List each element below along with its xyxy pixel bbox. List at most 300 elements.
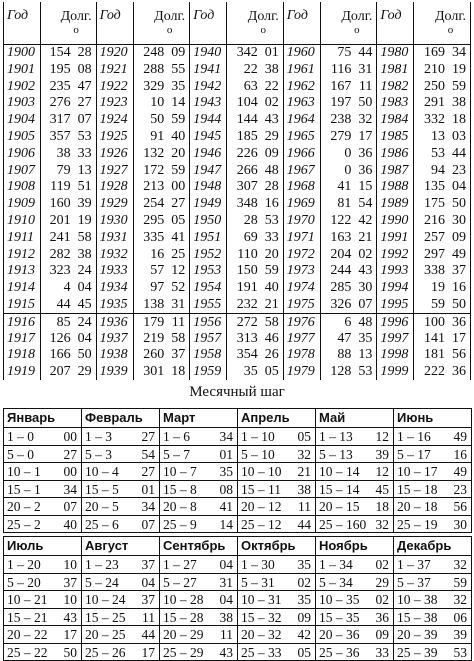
minutes-cell: 51 bbox=[78, 178, 92, 195]
degrees-cell: 257 bbox=[424, 229, 445, 246]
degrees-cell: 19 bbox=[431, 279, 445, 296]
day-degree-value: 5 – 31 bbox=[241, 575, 275, 590]
month-step-cell bbox=[315, 445, 394, 464]
year-longitude-table bbox=[3, 2, 471, 380]
minutes-cell: 04 bbox=[78, 330, 92, 347]
minutes-value: 42 bbox=[298, 626, 312, 643]
degrees-cell: 128 bbox=[330, 363, 351, 380]
degrees-cell: 175 bbox=[424, 195, 445, 212]
day-degree-value: 5 – 27 bbox=[163, 575, 197, 590]
minutes-value: 37 bbox=[64, 574, 78, 591]
day-degree-value: 5 – 10 bbox=[241, 447, 275, 462]
day-degree-value: 5 – 17 bbox=[397, 447, 431, 462]
month-name: Октябрь bbox=[237, 536, 316, 556]
minutes-value: 11 bbox=[220, 626, 233, 643]
minutes-value: 34 bbox=[142, 498, 156, 515]
year-cell: 1985 bbox=[380, 128, 408, 145]
year-row bbox=[377, 128, 470, 145]
minutes-value: 05 bbox=[298, 644, 312, 661]
year-row bbox=[377, 363, 470, 380]
year-cell: 1901 bbox=[7, 61, 35, 78]
degree-mark: о bbox=[61, 26, 92, 34]
degrees-cell: 144 bbox=[237, 111, 258, 128]
month-step-cell bbox=[237, 625, 316, 644]
degrees-cell: 307 bbox=[237, 178, 258, 195]
minutes-cell: 13 bbox=[358, 346, 372, 363]
year-cell: 1993 bbox=[380, 262, 408, 279]
day-degree-value: 20 – 36 bbox=[319, 627, 360, 642]
degrees-cell: 260 bbox=[143, 346, 164, 363]
year-cell: 1965 bbox=[287, 128, 315, 145]
day-degree-value: 10 – 4 bbox=[85, 464, 119, 479]
minutes-cell: 00 bbox=[171, 178, 185, 195]
minutes-value: 44 bbox=[142, 626, 156, 643]
month-step-cell bbox=[315, 643, 394, 661]
day-degree-value: 10 – 7 bbox=[163, 464, 197, 479]
degrees-cell: 216 bbox=[424, 212, 445, 229]
year-cell: 1972 bbox=[287, 246, 315, 263]
year-cell: 1909 bbox=[7, 195, 35, 212]
minutes-value: 00 bbox=[64, 428, 78, 445]
year-group-2 bbox=[97, 2, 191, 380]
year-row bbox=[284, 78, 377, 95]
year-row bbox=[97, 262, 190, 279]
minutes-cell: 53 bbox=[358, 363, 372, 380]
minutes-cell: 16 bbox=[265, 195, 279, 212]
minutes-cell: 31 bbox=[358, 61, 372, 78]
year-row bbox=[284, 246, 377, 263]
month-step-cell bbox=[81, 480, 160, 499]
minutes-cell: 20 bbox=[265, 246, 279, 263]
month-step-cell bbox=[3, 427, 82, 446]
minutes-cell: 03 bbox=[452, 128, 466, 145]
year-row bbox=[284, 229, 377, 246]
year-row bbox=[377, 279, 470, 296]
degrees-cell: 28 bbox=[244, 212, 258, 229]
day-degree-value: 10 – 10 bbox=[241, 464, 282, 479]
year-row bbox=[284, 212, 377, 229]
minutes-cell: 35 bbox=[171, 78, 185, 95]
year-cell: 1976 bbox=[287, 314, 315, 331]
minutes-cell: 45 bbox=[78, 296, 92, 313]
year-cell: 1970 bbox=[287, 212, 315, 229]
year-row bbox=[377, 178, 470, 195]
minutes-value: 39 bbox=[376, 446, 390, 463]
degrees-cell: 238 bbox=[330, 111, 351, 128]
minutes-cell: 21 bbox=[265, 296, 279, 313]
year-row bbox=[284, 262, 377, 279]
year-cell: 1942 bbox=[193, 78, 221, 95]
year-row bbox=[284, 128, 377, 145]
day-degree-value: 10 – 21 bbox=[7, 592, 48, 607]
minutes-value: 41 bbox=[220, 498, 234, 515]
year-cell: 1968 bbox=[287, 178, 315, 195]
day-degree-value: 5 – 24 bbox=[85, 575, 119, 590]
year-row bbox=[284, 145, 377, 162]
day-degree-value: 20 – 22 bbox=[7, 627, 48, 642]
minutes-value: 38 bbox=[298, 481, 312, 498]
minutes-cell: 53 bbox=[78, 128, 92, 145]
day-degree-value: 10 – 28 bbox=[163, 592, 204, 607]
minutes-cell: 42 bbox=[358, 212, 372, 229]
degrees-cell: 241 bbox=[50, 229, 71, 246]
year-row bbox=[97, 363, 190, 380]
year-cell: 1907 bbox=[7, 162, 35, 179]
year-row bbox=[284, 313, 377, 331]
degrees-cell: 297 bbox=[424, 246, 445, 263]
minutes-value: 12 bbox=[376, 463, 390, 480]
degree-mark: о bbox=[341, 26, 372, 34]
minutes-value: 43 bbox=[64, 609, 78, 626]
day-degree-value: 25 – 9 bbox=[163, 517, 197, 532]
day-degree-value: 15 – 14 bbox=[319, 482, 360, 497]
minutes-value: 09 bbox=[376, 626, 390, 643]
year-row bbox=[4, 61, 96, 78]
day-degree-value: 5 – 20 bbox=[7, 575, 41, 590]
day-degree-value: 1 – 37 bbox=[397, 557, 431, 572]
day-degree-value: 5 – 13 bbox=[319, 447, 353, 462]
minutes-cell: 58 bbox=[78, 229, 92, 246]
degrees-cell: 0 bbox=[344, 145, 351, 162]
year-row bbox=[4, 279, 96, 296]
year-row bbox=[190, 212, 283, 229]
year-row bbox=[4, 145, 96, 162]
year-cell: 1984 bbox=[380, 111, 408, 128]
year-cell: 1930 bbox=[100, 212, 128, 229]
minutes-cell: 49 bbox=[452, 246, 466, 263]
minutes-value: 34 bbox=[220, 428, 234, 445]
day-degree-value: 20 – 18 bbox=[397, 499, 438, 514]
month-step-cell bbox=[159, 480, 238, 499]
month-step-cell bbox=[237, 515, 316, 534]
month-step-cell bbox=[81, 555, 160, 574]
day-degree-value: 15 – 21 bbox=[7, 610, 48, 625]
minutes-value: 27 bbox=[142, 428, 156, 445]
degrees-cell: 160 bbox=[50, 195, 71, 212]
year-cell: 1961 bbox=[287, 61, 315, 78]
month-step-cell bbox=[237, 427, 316, 446]
minutes-value: 16 bbox=[454, 446, 468, 463]
year-row bbox=[377, 313, 470, 331]
year-cell: 1983 bbox=[380, 94, 408, 111]
degrees-cell: 41 bbox=[337, 178, 351, 195]
year-cell: 1951 bbox=[193, 229, 221, 246]
day-degree-value: 25 – 160 bbox=[319, 517, 366, 532]
year-cell: 1927 bbox=[100, 162, 128, 179]
year-cell: 1971 bbox=[287, 229, 315, 246]
minutes-cell: 07 bbox=[358, 296, 372, 313]
year-cell: 1974 bbox=[287, 279, 315, 296]
year-row bbox=[377, 61, 470, 78]
minutes-cell: 46 bbox=[265, 330, 279, 347]
month-step-cell bbox=[3, 625, 82, 644]
degrees-cell: 291 bbox=[424, 94, 445, 111]
year-row bbox=[190, 61, 283, 78]
degrees-cell: 222 bbox=[424, 363, 445, 380]
minutes-cell: 37 bbox=[452, 262, 466, 279]
minutes-cell: 17 bbox=[358, 128, 372, 145]
day-degree-value: 15 – 5 bbox=[85, 482, 119, 497]
day-degree-value: 15 – 8 bbox=[163, 482, 197, 497]
degrees-cell: 285 bbox=[330, 279, 351, 296]
year-row bbox=[4, 162, 96, 179]
month-step-cell bbox=[315, 497, 394, 516]
year-cell: 1997 bbox=[380, 330, 408, 347]
month-name: Март bbox=[159, 408, 238, 428]
minutes-value: 27 bbox=[64, 446, 78, 463]
year-cell: 1977 bbox=[287, 330, 315, 347]
month-step-cell bbox=[3, 555, 82, 574]
month-step-cell bbox=[393, 643, 472, 661]
degrees-cell: 338 bbox=[424, 262, 445, 279]
minutes-value: 49 bbox=[454, 428, 468, 445]
day-degree-value: 5 – 7 bbox=[163, 447, 190, 462]
month-step-cell bbox=[315, 462, 394, 481]
minutes-value: 45 bbox=[376, 481, 390, 498]
year-row bbox=[377, 296, 470, 313]
year-cell: 1982 bbox=[380, 78, 408, 95]
degrees-cell: 79 bbox=[57, 162, 71, 179]
longitude-header-label: Долг. о bbox=[154, 8, 185, 34]
day-degree-value: 25 – 12 bbox=[241, 517, 282, 532]
minutes-value: 44 bbox=[298, 516, 312, 533]
degrees-cell: 335 bbox=[143, 229, 164, 246]
year-cell: 1917 bbox=[7, 330, 35, 347]
year-cell: 1969 bbox=[287, 195, 315, 212]
day-degree-value: 20 – 32 bbox=[241, 627, 282, 642]
minutes-cell: 24 bbox=[78, 262, 92, 279]
degrees-cell: 204 bbox=[330, 246, 351, 263]
degrees-cell: 207 bbox=[50, 363, 71, 380]
minutes-value: 10 bbox=[64, 591, 78, 608]
minutes-cell: 21 bbox=[358, 229, 372, 246]
year-row bbox=[4, 330, 96, 347]
longitude-header-label: Долг. о bbox=[435, 8, 466, 34]
year-row bbox=[190, 111, 283, 128]
minutes-value: 11 bbox=[298, 498, 311, 515]
month-step-cell bbox=[159, 515, 238, 534]
year-row bbox=[190, 279, 283, 296]
day-degree-value: 1 – 27 bbox=[163, 557, 197, 572]
minutes-cell: 31 bbox=[171, 296, 185, 313]
degrees-cell: 172 bbox=[143, 162, 164, 179]
minutes-cell: 05 bbox=[171, 212, 185, 229]
year-cell: 1906 bbox=[7, 145, 35, 162]
year-cell: 1939 bbox=[100, 363, 128, 380]
year-cell: 1934 bbox=[100, 279, 128, 296]
degrees-cell: 141 bbox=[424, 330, 445, 347]
month-step-cell bbox=[237, 462, 316, 481]
year-row bbox=[4, 195, 96, 212]
month-name: Май bbox=[315, 408, 394, 428]
year-cell: 1973 bbox=[287, 262, 315, 279]
year-cell: 1932 bbox=[100, 246, 128, 263]
year-row bbox=[377, 262, 470, 279]
degrees-cell: 254 bbox=[143, 195, 164, 212]
minutes-cell: 50 bbox=[452, 195, 466, 212]
minutes-cell: 40 bbox=[265, 279, 279, 296]
minutes-cell: 16 bbox=[452, 279, 466, 296]
month-step-cell bbox=[81, 625, 160, 644]
month-name: Январь bbox=[3, 408, 82, 428]
year-row bbox=[284, 61, 377, 78]
year-cell: 1920 bbox=[100, 44, 128, 61]
degrees-cell: 104 bbox=[237, 94, 258, 111]
year-cell: 1905 bbox=[7, 128, 35, 145]
minutes-cell: 02 bbox=[358, 246, 372, 263]
minutes-value: 18 bbox=[376, 498, 390, 515]
year-row bbox=[4, 363, 96, 380]
degrees-cell: 110 bbox=[237, 246, 257, 263]
year-cell: 1944 bbox=[193, 111, 221, 128]
day-degree-value: 15 – 18 bbox=[397, 482, 438, 497]
degrees-cell: 348 bbox=[237, 195, 258, 212]
month-name: Июнь bbox=[393, 408, 472, 428]
month-step-cell bbox=[237, 608, 316, 627]
year-row bbox=[190, 246, 283, 263]
month-step-cell bbox=[81, 427, 160, 446]
month-step-cell bbox=[3, 643, 82, 661]
minutes-value: 38 bbox=[220, 609, 234, 626]
month-step-cell bbox=[393, 573, 472, 592]
degrees-cell: 63 bbox=[244, 78, 258, 95]
year-row bbox=[97, 162, 190, 179]
year-row bbox=[377, 44, 470, 61]
month-step-cell bbox=[3, 480, 82, 499]
month-step-cell bbox=[393, 625, 472, 644]
year-group-header bbox=[4, 2, 96, 45]
year-group-header bbox=[284, 2, 377, 45]
year-row bbox=[284, 162, 377, 179]
month-name: Август bbox=[81, 536, 160, 556]
day-degree-value: 5 – 37 bbox=[397, 575, 431, 590]
minutes-cell: 38 bbox=[452, 94, 466, 111]
minutes-cell: 02 bbox=[265, 94, 279, 111]
minutes-cell: 59 bbox=[171, 162, 185, 179]
minutes-value: 09 bbox=[298, 609, 312, 626]
month-step-cell bbox=[3, 445, 82, 464]
degrees-cell: 163 bbox=[330, 229, 351, 246]
minutes-value: 43 bbox=[220, 644, 234, 661]
year-cell: 1904 bbox=[7, 111, 35, 128]
year-row bbox=[4, 178, 96, 195]
degrees-cell: 179 bbox=[143, 314, 164, 331]
minutes-value: 14 bbox=[220, 516, 234, 533]
month-step-cell bbox=[393, 515, 472, 534]
year-row bbox=[4, 262, 96, 279]
minutes-value: 30 bbox=[454, 516, 468, 533]
degrees-cell: 213 bbox=[143, 178, 164, 195]
degrees-cell: 44 bbox=[57, 296, 71, 313]
month-name: Декабрь bbox=[393, 536, 472, 556]
degrees-cell: 342 bbox=[237, 44, 258, 61]
day-degree-value: 15 – 32 bbox=[241, 610, 282, 625]
year-row bbox=[377, 145, 470, 162]
day-degree-value: 1 – 0 bbox=[7, 429, 34, 444]
year-header-label: Год bbox=[7, 8, 28, 24]
year-row bbox=[97, 128, 190, 145]
year-cell: 1978 bbox=[287, 346, 315, 363]
degrees-cell: 235 bbox=[50, 78, 71, 95]
year-cell: 1938 bbox=[100, 346, 128, 363]
year-cell: 1991 bbox=[380, 229, 408, 246]
degrees-cell: 326 bbox=[330, 296, 351, 313]
year-cell: 1957 bbox=[193, 330, 221, 347]
year-row bbox=[377, 111, 470, 128]
year-cell: 1959 bbox=[193, 363, 221, 380]
day-degree-value: 10 – 17 bbox=[397, 464, 438, 479]
degrees-cell: 266 bbox=[237, 162, 258, 179]
degrees-cell: 232 bbox=[237, 296, 258, 313]
month-step-cell bbox=[393, 555, 472, 574]
year-cell: 1964 bbox=[287, 111, 315, 128]
minutes-cell: 34 bbox=[452, 44, 466, 61]
month-step-cell bbox=[315, 515, 394, 534]
degrees-cell: 295 bbox=[143, 212, 164, 229]
day-degree-value: 20 – 25 bbox=[85, 627, 126, 642]
year-cell: 1933 bbox=[100, 262, 128, 279]
day-degree-value: 15 – 25 bbox=[85, 610, 126, 625]
year-cell: 1912 bbox=[7, 246, 35, 263]
minutes-cell: 27 bbox=[78, 94, 92, 111]
month-name: Ноябрь bbox=[315, 536, 394, 556]
month-step-cell bbox=[81, 608, 160, 627]
minutes-value: 35 bbox=[298, 556, 312, 573]
minutes-cell: 40 bbox=[171, 128, 185, 145]
year-row bbox=[190, 178, 283, 195]
month-step-cell bbox=[237, 643, 316, 661]
year-row bbox=[97, 44, 190, 61]
month-step-cell bbox=[81, 590, 160, 609]
degrees-cell: 126 bbox=[50, 330, 71, 347]
year-cell: 1954 bbox=[193, 279, 221, 296]
degrees-cell: 167 bbox=[330, 78, 351, 95]
minutes-cell: 56 bbox=[452, 346, 466, 363]
year-row bbox=[377, 246, 470, 263]
year-row bbox=[4, 128, 96, 145]
year-cell: 1918 bbox=[7, 346, 35, 363]
year-cell: 1999 bbox=[380, 363, 408, 380]
degrees-cell: 122 bbox=[330, 212, 351, 229]
minutes-value: 04 bbox=[220, 556, 234, 573]
day-degree-value: 10 – 24 bbox=[85, 592, 126, 607]
minutes-value: 49 bbox=[454, 463, 468, 480]
year-cell: 1921 bbox=[100, 61, 128, 78]
month-step-cell bbox=[159, 445, 238, 464]
minutes-value: 02 bbox=[376, 591, 390, 608]
degrees-cell: 13 bbox=[431, 128, 445, 145]
month-step-cell bbox=[3, 462, 82, 481]
minutes-value: 12 bbox=[376, 428, 390, 445]
year-row bbox=[97, 212, 190, 229]
year-row bbox=[190, 78, 283, 95]
degrees-cell: 47 bbox=[337, 330, 351, 347]
month-step-cell bbox=[237, 445, 316, 464]
minutes-cell: 48 bbox=[358, 314, 372, 331]
year-row bbox=[190, 128, 283, 145]
month-step-cell bbox=[159, 590, 238, 609]
minutes-cell: 19 bbox=[78, 212, 92, 229]
year-cell: 1928 bbox=[100, 178, 128, 195]
minutes-value: 56 bbox=[454, 498, 468, 515]
year-cell: 1994 bbox=[380, 279, 408, 296]
minutes-cell: 55 bbox=[171, 61, 185, 78]
minutes-cell: 12 bbox=[171, 262, 185, 279]
minutes-value: 17 bbox=[64, 626, 78, 643]
minutes-cell: 58 bbox=[171, 330, 185, 347]
day-degree-value: 20 – 5 bbox=[85, 499, 119, 514]
year-row bbox=[97, 246, 190, 263]
